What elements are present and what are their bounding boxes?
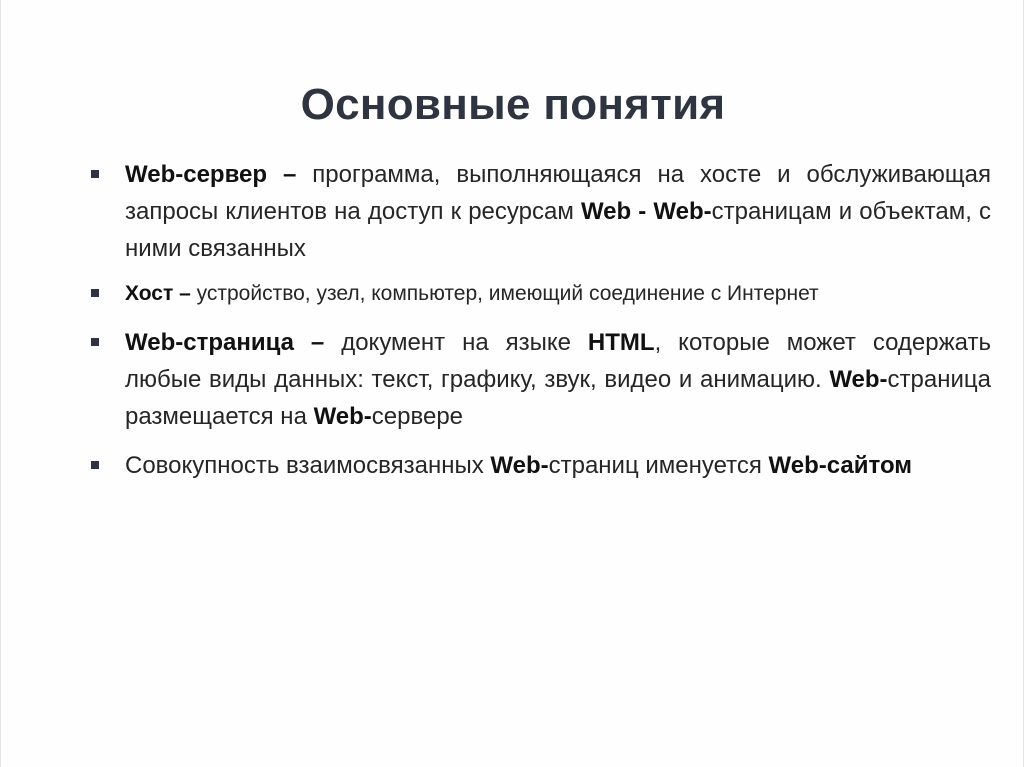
definition-text: устройство, узел, компьютер, имеющий соединение с Интернет — [190, 282, 819, 305]
definition-text: Совокупность взаимосвязанных — [125, 452, 491, 479]
bold-text: HTML — [587, 329, 655, 356]
definition-text: документ на языке — [324, 329, 588, 356]
definition-text: программа, выполняющаяся на хосте и обслуживающая запросы клиентов на доступ к ресурсам — [125, 161, 991, 225]
term-web-server: Web-сервер – — [125, 161, 297, 188]
square-bullet-icon — [91, 289, 99, 297]
bullet-list — [91, 156, 991, 484]
slide-title: Основные понятия — [300, 80, 726, 130]
definition-text: сервере — [371, 403, 464, 430]
definition-text: страница размещается на — [125, 366, 991, 430]
bullet-item-web-site — [91, 447, 991, 484]
bullet-item-web-page — [91, 324, 991, 435]
square-bullet-icon — [91, 170, 99, 178]
term-web-site: Web-сайтом — [768, 452, 913, 479]
term-host: Хост – — [125, 282, 191, 305]
term-web-page: Web-страница – — [125, 329, 325, 356]
definition-text: страницам и объектам, с ними связанных — [125, 198, 991, 262]
bold-text: Web - Web- — [580, 198, 712, 225]
bold-text: Web- — [490, 452, 549, 479]
square-bullet-icon — [91, 338, 99, 346]
bold-text: Web- — [829, 366, 888, 393]
square-bullet-icon — [91, 461, 99, 469]
definition-text: , которые может содержать любые виды данных: текст, графику, звук, видео и анимацию. — [125, 329, 991, 393]
bullet-item-host — [91, 275, 991, 312]
bold-text: Web- — [313, 403, 372, 430]
definition-text: страниц именуется — [548, 452, 769, 479]
bullet-item-web-server — [91, 156, 991, 267]
